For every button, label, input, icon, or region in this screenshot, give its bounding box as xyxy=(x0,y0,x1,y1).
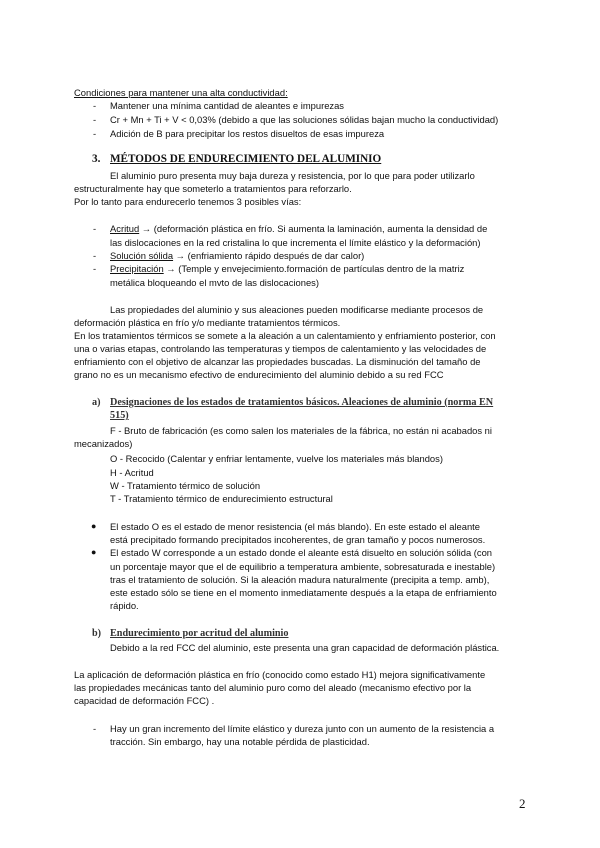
paragraph-line: grano no es un mecanismo efectivo de endurecimiento del aluminio debido a su red FCC xyxy=(74,369,444,380)
term: Solución sólida xyxy=(110,250,174,261)
dash-bullet: - xyxy=(93,100,97,111)
conditions-item: Mantener una mínima cantidad de aleantes e impurezas xyxy=(110,100,344,111)
dash-bullet: - xyxy=(93,250,97,261)
section-title: MÉTODOS DE ENDURECIMIENTO DEL ALUMINIO xyxy=(110,153,382,165)
term: Acritud xyxy=(110,223,140,234)
bullet-line: rápido. xyxy=(110,600,139,611)
paragraph-line: capacidad de deformación FCC) . xyxy=(74,695,215,706)
bullet-line: un porcentaje mayor que el de equilibrio a temperatura ambiente, sobresaturada e inestable) xyxy=(110,561,496,572)
bullet-line: tras el tratamiento de solución. Si la aleación madura naturalmente (precipita a temp. amb), xyxy=(110,574,490,585)
dash-bullet: - xyxy=(93,263,97,274)
state-item: W - Tratamiento térmico de solución xyxy=(110,480,261,491)
term-description: → (Temple y envejecimiento.formación de partículas dentro de la matriz xyxy=(163,263,465,274)
subsection-letter: b) xyxy=(92,628,102,639)
term-description: → (deformación plástica en frío. Si aumenta la laminación, aumenta la densidad de xyxy=(139,223,488,234)
dash-bullet: - xyxy=(93,128,97,139)
subsection-letter: a) xyxy=(92,397,101,408)
paragraph-line: La aplicación de deformación plástica en frío (conocido como estado H1) mejora significativamente xyxy=(74,669,486,680)
page-number: 2 xyxy=(519,796,526,811)
subsection-title: Designaciones de los estados de tratamientos básicos. Aleaciones de aluminio (norma EN xyxy=(110,397,494,408)
paragraph-line: F - Bruto de fabricación (es como salen los materiales de la fábrica, no están ni acabados ni xyxy=(110,425,492,436)
subsection-title-cont: 515) xyxy=(110,410,129,421)
list-item-cont: las dislocaciones en la red cristalina lo que incrementa el límite elástico y la deformación) xyxy=(110,237,481,248)
bullet-dot: ● xyxy=(91,547,97,557)
section-number: 3. xyxy=(92,153,101,165)
paragraph-line: enfriamiento con el objetivo de alcanzar las propiedades buscadas. La disminución del tamaño de xyxy=(74,356,481,367)
bullet-line: este estado sólo se tiene en el momento inmediatamente después a la etapa de enfriamiento xyxy=(110,587,497,598)
paragraph-line: Por lo tanto para endurecerlo tenemos 3 posibles vías: xyxy=(74,196,302,207)
paragraph-line: Las propiedades del aluminio y sus aleaciones pueden modificarse mediante procesos de xyxy=(110,304,484,315)
bullet-line: está precipitado formando precipitados incoherentes, de gran tamaño y pocos numerosos. xyxy=(110,534,486,545)
list-item xyxy=(110,262,464,275)
paragraph-line: deformación plástica en frío y/o mediante tratamientos térmicos. xyxy=(74,317,341,328)
paragraph-line: El aluminio puro presenta muy baja dureza y resistencia, por lo que para poder utilizarlo xyxy=(110,170,475,181)
bullet-line: El estado W corresponde a un estado donde el aleante está disuelto en solución sólida (con xyxy=(110,547,493,558)
dash-bullet: - xyxy=(93,723,97,734)
conditions-item: Cr + Mn + Ti + V < 0,03% (debido a que las soluciones sólidas bajan mucho la conductividad) xyxy=(110,114,499,125)
state-item: H - Acritud xyxy=(110,467,154,478)
term: Precipitación xyxy=(110,263,164,274)
paragraph-line: estructuralmente hay que someterlo a tratamientos para reforzarlo. xyxy=(74,183,352,194)
dash-bullet: - xyxy=(93,223,97,234)
paragraph-line: mecanizados) xyxy=(74,438,133,449)
list-item-cont: tracción. Sin embargo, hay una notable pérdida de plasticidad. xyxy=(110,736,370,747)
conditions-heading: Condiciones para mantener una alta conductividad: xyxy=(74,87,288,98)
conditions-item: Adición de B para precipitar los restos disueltos de esas impureza xyxy=(110,128,385,139)
paragraph-line: En los tratamientos térmicos se somete a la aleación a un calentamiento y enfriamiento posterior, con xyxy=(74,330,496,341)
list-item: Hay un gran incremento del límite elástico y dureza junto con un aumento de la resistencia a xyxy=(110,723,495,734)
paragraph-line: las propiedades mecánicas tanto del aluminio puro como del aleado (mecanismo efectivo por la xyxy=(74,682,472,693)
state-item: T - Tratamiento térmico de endurecimiento estructural xyxy=(110,493,333,504)
dash-bullet: - xyxy=(93,114,97,125)
list-item xyxy=(110,249,364,262)
term-description: → (enfriamiento rápido después de dar calor) xyxy=(173,250,365,261)
bullet-line: El estado O es el estado de menor resistencia (el más blando). En este estado el aleante xyxy=(110,521,481,532)
state-item: O - Recocido (Calentar y enfriar lentamente, vuelve los materiales más blandos) xyxy=(110,453,443,464)
paragraph-line: Debido a la red FCC del aluminio, este presenta una gran capacidad de deformación plástica. xyxy=(110,642,500,653)
list-item-cont: metálica bloqueando el mvto de las dislocaciones) xyxy=(110,277,319,288)
bullet-dot: ● xyxy=(91,521,97,531)
paragraph-line: una o varias etapas, controlando las temperaturas y tiempos de calentamiento y las velocidades de xyxy=(74,343,487,354)
list-item xyxy=(110,222,487,235)
subsection-title: Endurecimiento por acritud del aluminio xyxy=(110,628,289,639)
